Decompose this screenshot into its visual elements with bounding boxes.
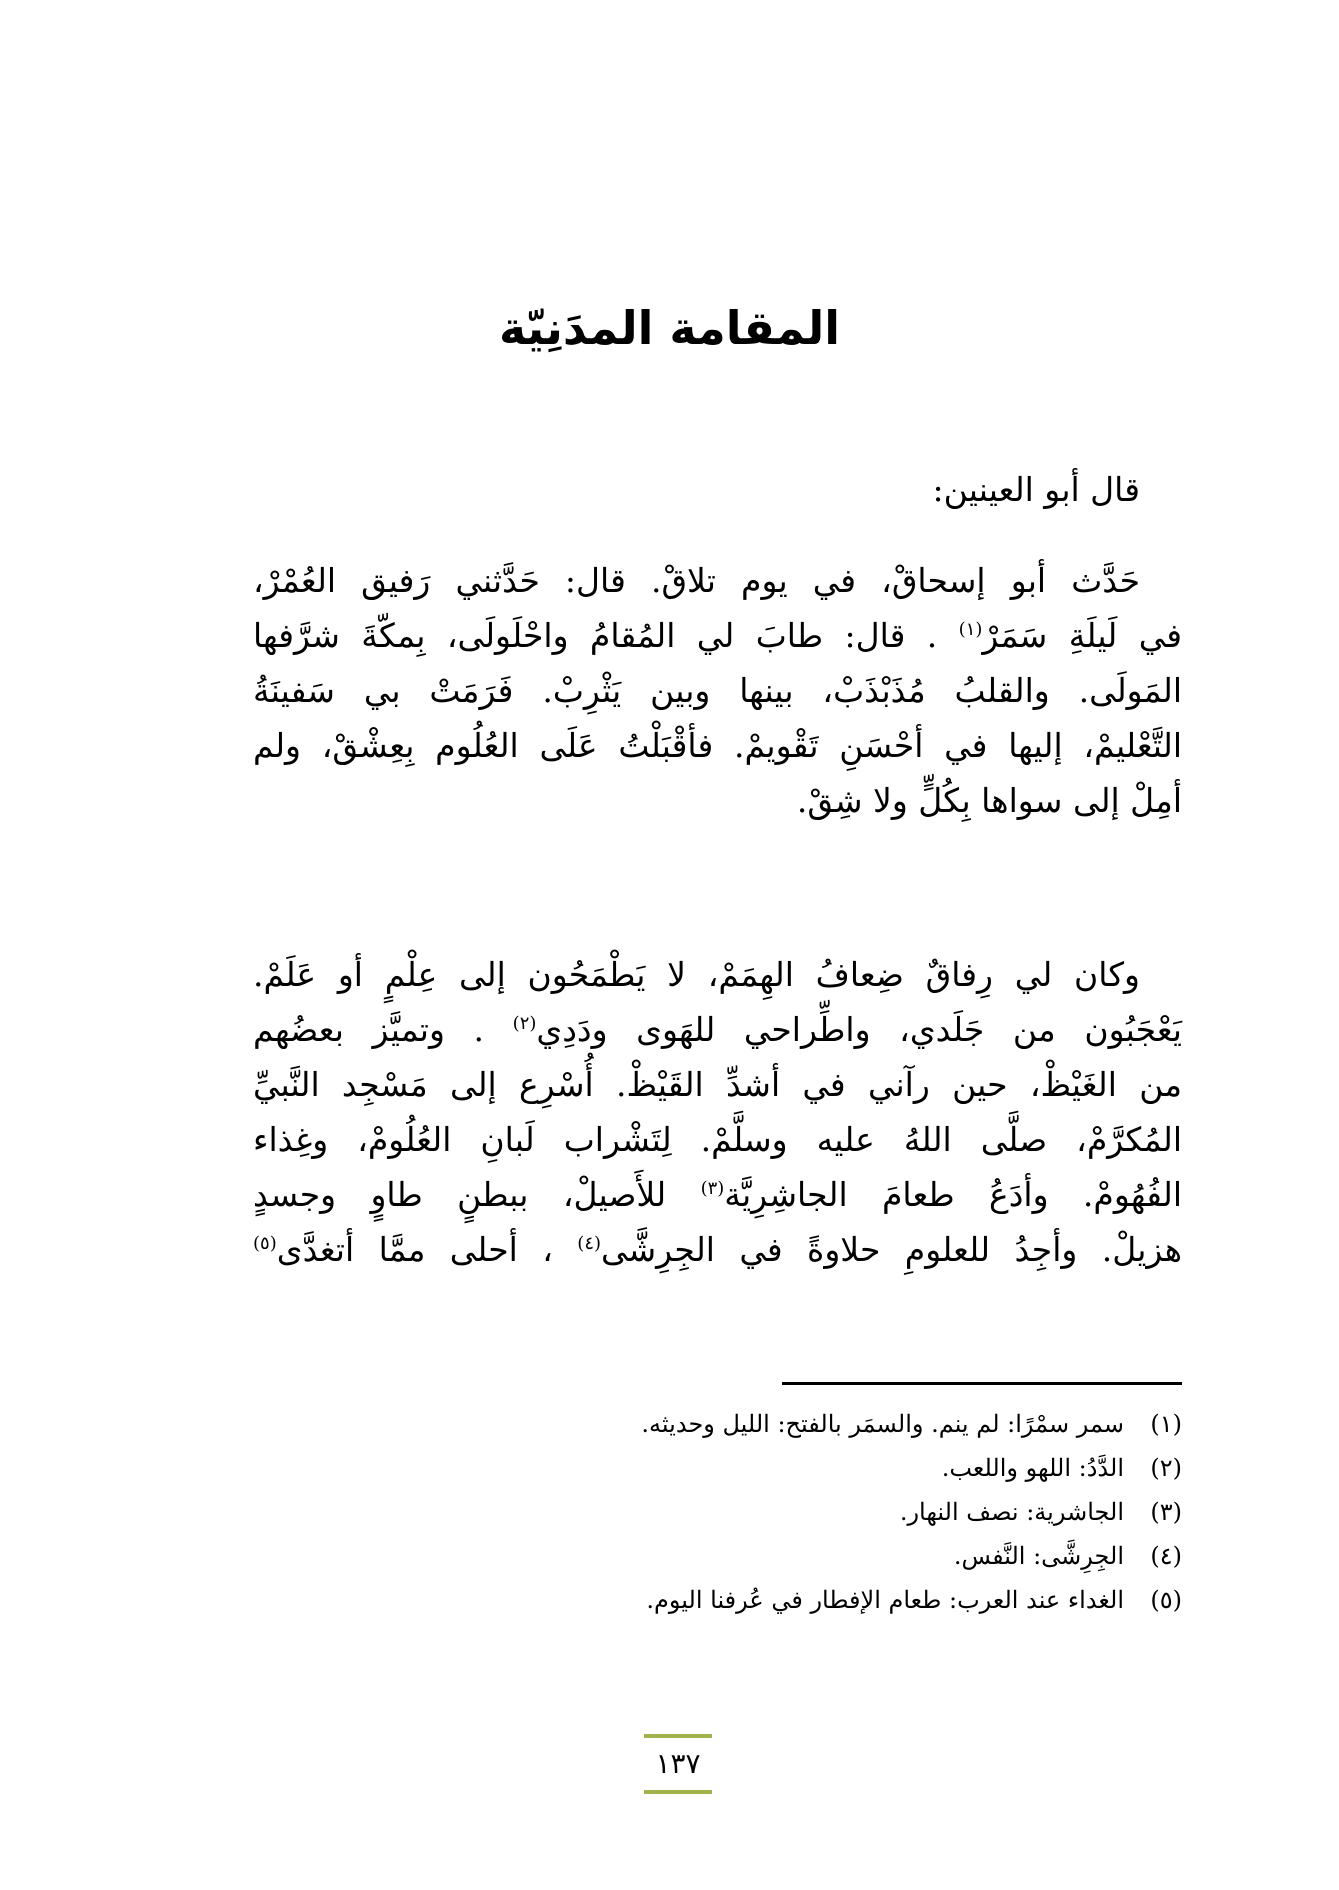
footnote-ref[interactable]: (٢) <box>512 1013 537 1034</box>
text-line: وكان لي رِفاقٌ ضِعافُ الهِمَمْ، لا يَطْمَحُون إلى عِلْمٍ أو عَلَمْ. <box>253 955 1140 994</box>
text-line: من الغَيْظْ، حين رآني في أشدِّ القَيْظْ. أُسْرِع إلى مَسْجِد النَّبيِّ <box>253 1065 1182 1104</box>
footnote-text: سمر سمْرًا: لم ينم. والسمَر بالفتح: الليل وحديثه. <box>641 1410 1124 1438</box>
footnote-number: (٥) <box>1150 1586 1182 1614</box>
page-number: ١٣٧ <box>655 1747 701 1780</box>
footnote-separator <box>782 1382 1182 1385</box>
footnote-text: الجاشرية: نصف النهار. <box>899 1498 1124 1526</box>
intro-line: قال أبو العينين: <box>932 470 1140 509</box>
paragraph-1 <box>253 553 1182 828</box>
page-number-bottom-bar <box>644 1790 712 1794</box>
footnote-text: الجِرِشَّى: النَّفس. <box>953 1542 1124 1570</box>
paragraph-2 <box>253 947 1182 1277</box>
text-line: حَدَّث أبو إسحاقْ، في يوم تلاقْ. قال: حَدَّثني رَفيق العُمْرْ، <box>253 561 1140 600</box>
footnote-ref[interactable]: (٤) <box>577 1233 602 1254</box>
footnote-number: (٣) <box>1150 1498 1182 1526</box>
text-line: الفُهُومْ. وأدَعُ طعامَ الجاشِرِيَّة$^{(٣)}$ للأَصيلْ، ببطنٍ طاوٍ وجسدٍ <box>253 1175 1182 1214</box>
footnote-ref[interactable]: (٥) <box>253 1233 277 1254</box>
page-number-block <box>644 1734 712 1794</box>
footnote-item <box>253 1490 1182 1534</box>
text-line: هزيلْ. وأجِدُ للعلومِ حلاوةً في الجِرِشَّى$^{(٤)}$ ، أحلى ممَّا أتغدَّى$^{(٥)}$ <box>253 1230 1183 1269</box>
text-line: التَّعْليمْ، إليها في أحْسَنِ تَقْويمْ. فأقْبَلْتُ عَلَى العُلُوم بِعِشْقْ، ولم <box>253 726 1182 765</box>
footnote-number: (١) <box>1150 1410 1182 1438</box>
footnote-item <box>253 1578 1182 1622</box>
footnote-number: (٢) <box>1150 1454 1182 1482</box>
footnote-number: (٤) <box>1150 1542 1182 1570</box>
footnotes <box>253 1402 1182 1622</box>
footnote-item <box>253 1402 1182 1446</box>
text-line: أمِلْ إلى سواها بِكُلٍّ ولا شِقْ. <box>796 781 1182 820</box>
footnote-item <box>253 1534 1182 1578</box>
text-line: المَولَى. والقلبُ مُذَبْذَبْ، بينها وبين يَثْرِبْ. فَرَمَتْ بي سَفينَةُ <box>253 671 1182 710</box>
footnote-ref[interactable]: (١) <box>958 619 983 640</box>
footnote-ref[interactable]: (٣) <box>700 1178 725 1199</box>
footnote-item <box>253 1446 1182 1490</box>
footnote-text: الدَّدُ: اللهو واللعب. <box>941 1454 1124 1482</box>
footnote-text: الغداء عند العرب: طعام الإفطار في عُرفنا اليوم. <box>646 1586 1124 1614</box>
text-line: المُكرَّمْ، صلَّى اللهُ عليه وسلَّمْ. لِتَشْراب لَبانِ العُلُومْ، وغِذاء <box>253 1120 1182 1159</box>
page-title: المقامة المدَنِيّة <box>498 301 841 355</box>
text-line: في لَيلَةِ سَمَرْ$^{(١)}$ . قال: طابَ لي المُقامُ واحْلَولَى، بِمكّةَ شرَّفها <box>253 616 1182 655</box>
text-line: يَعْجَبُون من جَلَدي، واطِّراحي للهَوى ودَدِي$^{(٢)}$ . وتميَّز بعضُهم <box>253 1010 1182 1049</box>
